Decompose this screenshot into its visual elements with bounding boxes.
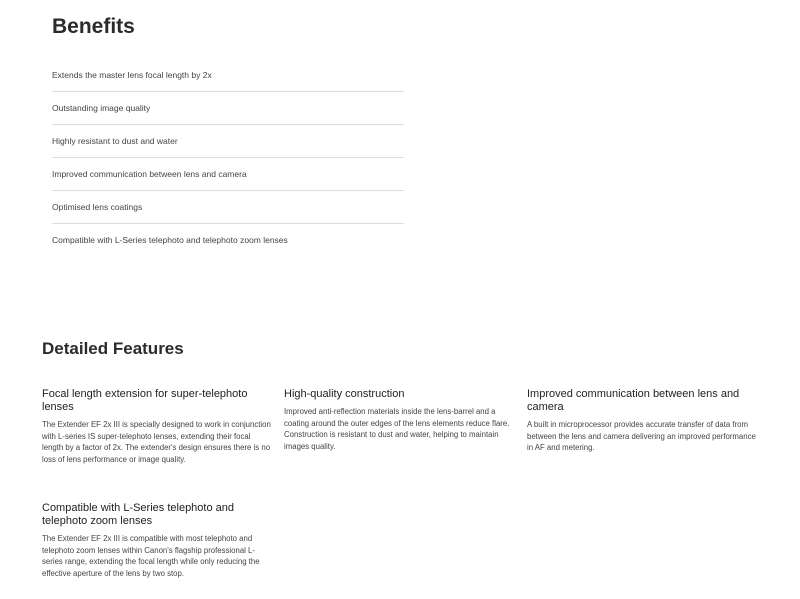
feature-heading: Focal length extension for super-telephoto lenses [42,388,248,413]
benefits-title: Benefits [52,15,135,38]
feature-description: The Extender EF 2x III is specially designed to work in conjunction with L-series IS super-telephoto lenses, extending their focal length by a factor of 2x. The extender's design ensures there is no loss of lens performance or image quality. [42,420,271,464]
feature-description: Improved anti-reflection materials inside the lens-barrel and a coating around the outer edges of the lens elements reduce flare. Construction is resistant to dust and water, helping to maintain images quality. [284,407,510,451]
detailed-features-section [42,337,772,578]
feature-description: A built in microprocessor provides accurate transfer of data from between the lens and camera delivering an improved performance in AF and metering. [527,420,756,452]
feature-heading: High-quality construction [284,388,405,400]
benefits-list [52,59,404,257]
benefit-item: Extends the master lens focal length by 2x [52,59,404,92]
benefit-item: Improved communication between lens and camera [52,158,404,191]
feature-card-construction [284,388,514,452]
benefit-item: Outstanding image quality [52,92,404,125]
feature-heading: Improved communication between lens and camera [527,388,740,413]
feature-card-compatibility [42,502,272,579]
benefits-section [52,12,404,257]
feature-heading: Compatible with L-Series telephoto and telephoto zoom lenses [42,502,235,527]
feature-description: The Extender EF 2x III is compatible with most telephoto and telephoto zoom lenses within Canon's flagship professional L-series range, extending the focal length while only reducing the effective aperture of the lens by two stop. [42,534,260,578]
benefit-item: Optimised lens coatings [52,191,404,224]
benefit-item: Highly resistant to dust and water [52,125,404,158]
feature-card-communication [527,388,757,454]
features-title: Detailed Features [42,339,184,358]
feature-card-focal-length [42,388,272,465]
benefit-item: Compatible with L-Series telephoto and telephoto zoom lenses [52,235,288,245]
